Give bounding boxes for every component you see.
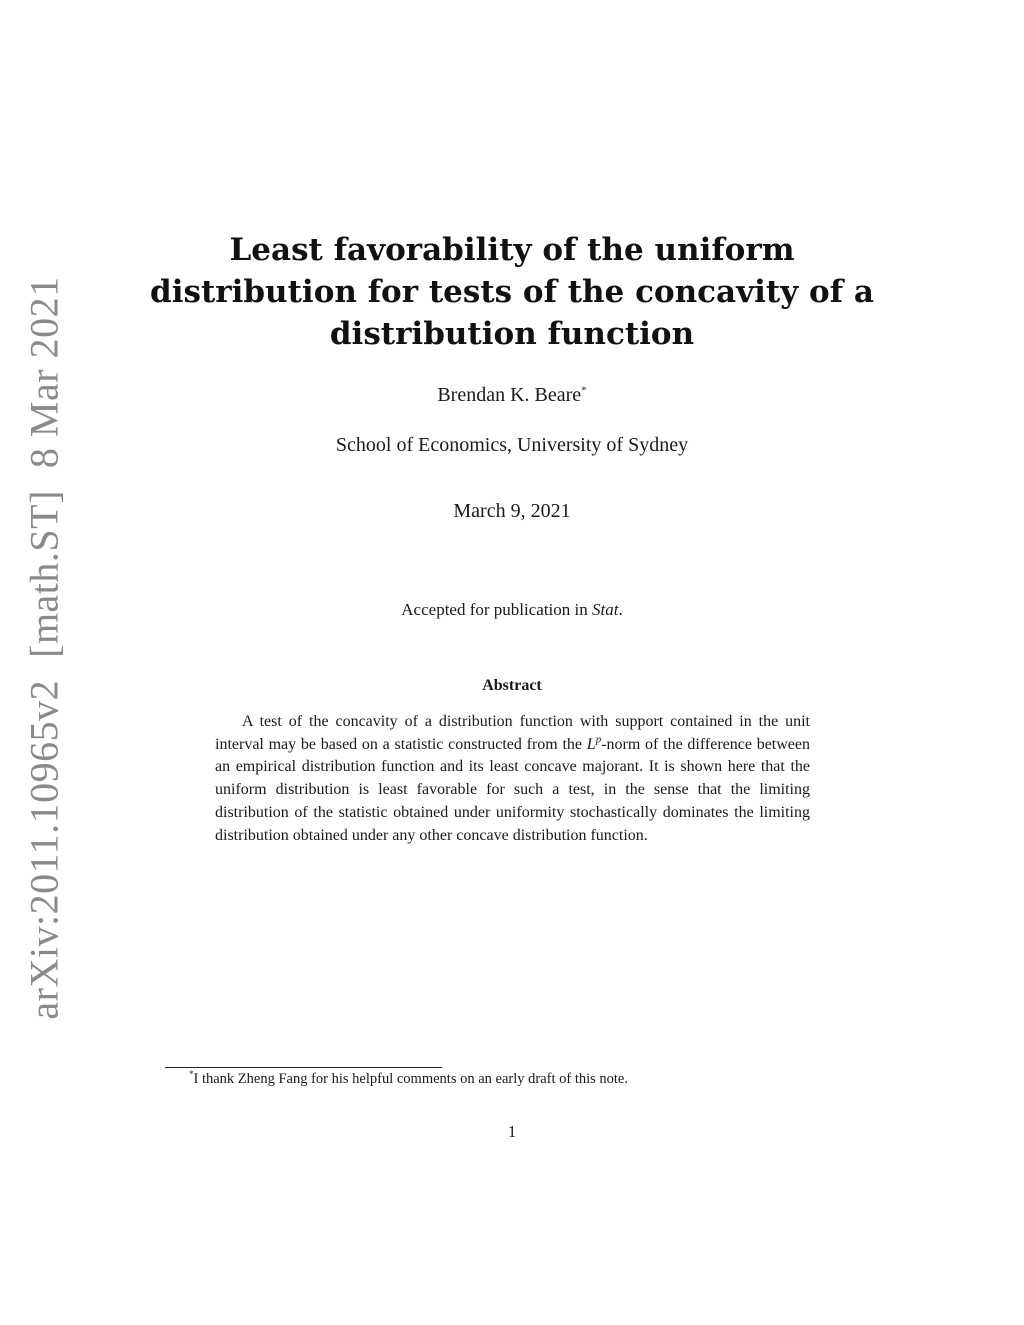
footnote-divider bbox=[165, 1067, 442, 1068]
abstract-heading: Abstract bbox=[482, 677, 542, 694]
lp-norm-symbol bbox=[586, 733, 602, 753]
author-footnote-mark: * bbox=[581, 384, 587, 397]
paper-date: March 9, 2021 bbox=[453, 500, 571, 522]
arxiv-date: 8 Mar 2021 bbox=[21, 276, 67, 469]
title-line: distribution function bbox=[329, 316, 695, 352]
journal-name: Stat bbox=[592, 600, 619, 619]
title-line: distribution for tests of the concavity of a bbox=[150, 274, 874, 310]
abstract-text-part-2: -norm of the difference between an empirical distribution function and its least concave majorant. It is shown here that the uniform distribution is least favorable for such a test, in the sense that the limiting distribution of the statistic obtained under uniformity stochastically dominates the limiting distribution obtained under any other concave distribution function. bbox=[215, 735, 811, 844]
publication-prefix: Accepted for publication in bbox=[401, 600, 588, 619]
math-superscript: p bbox=[595, 733, 602, 746]
publication-note bbox=[0, 600, 1024, 620]
abstract-text bbox=[215, 711, 810, 847]
paper-title bbox=[150, 229, 874, 355]
math-base: L bbox=[586, 735, 596, 753]
footnote-mark: * bbox=[189, 1069, 194, 1080]
page-number: 1 bbox=[507, 1122, 517, 1141]
arxiv-id: arXiv:2011.10965v2 bbox=[21, 679, 67, 1020]
arxiv-category: [math.ST] bbox=[21, 490, 67, 658]
abstract-text-part-1: A test of the concavity of a distribution function with support contained in the unit interval may be based on a statistic constructed from the bbox=[215, 713, 810, 753]
title-line: Least favorability of the uniform bbox=[229, 232, 795, 268]
footnote bbox=[189, 1071, 628, 1088]
author bbox=[0, 384, 1024, 407]
affiliation: School of Economics, University of Sydney bbox=[335, 434, 689, 456]
publication-suffix: . bbox=[618, 600, 623, 619]
author-name: Brendan K. Beare bbox=[437, 384, 582, 406]
footnote-text: I thank Zheng Fang for his helpful comments on an early draft of this note. bbox=[193, 1071, 628, 1087]
